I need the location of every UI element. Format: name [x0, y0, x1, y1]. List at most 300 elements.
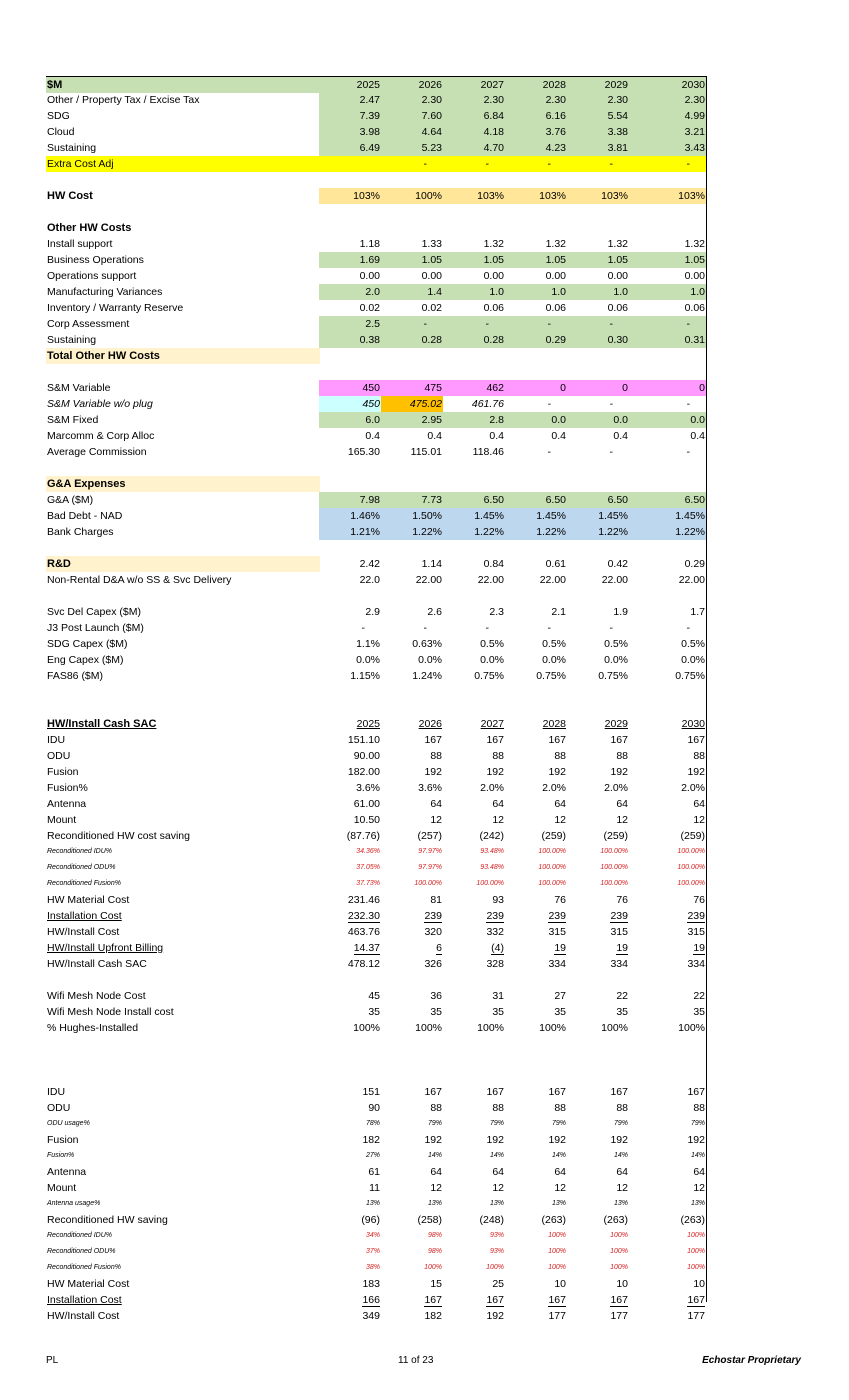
cell-2029: [567, 220, 629, 236]
cell-2027: 0.75%: [474, 670, 504, 682]
cell-2029: 3.38: [567, 124, 629, 140]
table-row: [46, 156, 706, 172]
cell-2026: 167: [424, 1086, 442, 1098]
footer-proprietary: Echostar Proprietary: [702, 1355, 801, 1366]
cell-2025: 2.9: [365, 606, 380, 618]
cell-2029: 1.0: [567, 284, 629, 300]
table-row: [46, 396, 706, 412]
cell-2029: 192: [610, 1134, 628, 1146]
cell-2029: 2.0%: [604, 782, 628, 794]
cell-2025: 14.37: [353, 942, 380, 954]
cell-2030: 22.00: [678, 574, 705, 586]
row-label: ODU usage%: [47, 1120, 90, 1127]
cell-2028: 167: [548, 1086, 566, 1098]
cell-2028: 2.30: [505, 92, 567, 108]
cell-2029: 239: [610, 910, 628, 922]
cell-2026: [381, 220, 443, 236]
cell-2025: 463.76: [347, 926, 380, 938]
cell-2028: 0.0: [505, 412, 567, 428]
cell-2025: 1.46%: [319, 508, 381, 524]
cell-2028: 315: [548, 926, 566, 938]
row-label: Bank Charges: [47, 526, 114, 538]
cell-2027: 167: [486, 1086, 504, 1098]
cell-2028: 100%: [548, 1264, 566, 1271]
row-label: $M: [46, 77, 320, 93]
cell-2028: 10: [554, 1278, 566, 1290]
cell-2027: 192: [486, 1134, 504, 1146]
cell-2030: 0.0%: [681, 654, 705, 666]
cell-2029: 1.32: [607, 238, 628, 250]
cell-2030: 0.75%: [675, 670, 705, 682]
cell-2027: 88: [492, 1102, 504, 1114]
cell-2025: 27%: [365, 1152, 380, 1159]
cell-2030: 3.21: [629, 124, 706, 140]
cell-2025: 2.47: [319, 92, 381, 108]
cell-2025: 0.0%: [356, 654, 380, 666]
cell-2027: 100%: [486, 1264, 504, 1271]
cell-2026: 88: [430, 750, 442, 762]
cell-2026: 1.14: [421, 558, 442, 570]
cell-2027: 93.48%: [480, 864, 504, 871]
table-row: [46, 620, 706, 636]
cell-2027: (4): [491, 942, 504, 954]
cell-2028: (263): [541, 1214, 566, 1226]
cell-2030: 22: [693, 990, 705, 1002]
cell-2028: -: [547, 622, 551, 634]
row-label: HW Cost: [47, 190, 93, 202]
cell-2030: 100%: [687, 1264, 705, 1271]
row-label: Reconditioned Fusion%: [47, 1264, 121, 1271]
cell-2030: 19: [693, 942, 705, 954]
cell-2030: 167: [687, 1086, 705, 1098]
cell-2028: 167: [548, 1294, 566, 1306]
row-label: HW/Install Cash SAC: [47, 718, 157, 730]
cell-2028: 239: [548, 910, 566, 922]
cell-2026: 0.63%: [412, 638, 442, 650]
cell-2026: 97.97%: [418, 864, 442, 871]
cell-2028: 2.1: [551, 606, 566, 618]
cell-2029: 0.30: [567, 332, 629, 348]
cell-2030: 192: [687, 1134, 705, 1146]
table-row: [46, 1228, 706, 1244]
cell-2027: 462: [443, 380, 505, 396]
table-row: [46, 124, 706, 140]
table-row: [46, 940, 706, 956]
cell-2025: 0.02: [359, 302, 380, 314]
table-row: [46, 732, 706, 748]
cell-2026: 2.95: [381, 412, 443, 428]
cell-2030: 0.00: [684, 270, 705, 282]
cell-2026: 2.6: [427, 606, 442, 618]
cell-2027: 93%: [489, 1232, 504, 1239]
cell-2027: 12: [492, 814, 504, 826]
cell-2025: 151.10: [347, 734, 380, 746]
row-label: Sustaining: [47, 334, 97, 346]
cell-2028: 2.0%: [542, 782, 566, 794]
cell-2027: -: [443, 156, 505, 172]
cell-2026: 2.30: [381, 92, 443, 108]
row-label: Sustaining: [47, 142, 97, 154]
cell-2025: 232.30: [347, 910, 380, 922]
table-row: [46, 1212, 706, 1228]
table-row: [46, 76, 706, 92]
cell-2026: 182: [424, 1310, 442, 1322]
cell-2027: 0.84: [483, 558, 504, 570]
cell-2030: 100.00%: [677, 880, 705, 887]
cell-2028: -: [547, 398, 551, 410]
cell-2028: 1.32: [545, 238, 566, 250]
row-label: Eng Capex ($M): [47, 654, 124, 666]
cell-2030: 2030: [681, 718, 705, 730]
spreadsheet: [46, 76, 707, 1322]
cell-2027: 167: [486, 1294, 504, 1306]
cell-2030: 0.31: [629, 332, 706, 348]
row-label: Non-Rental D&A w/o SS & Svc Delivery: [47, 574, 232, 586]
cell-2027: 100%: [477, 1022, 504, 1034]
cell-2029: 10: [616, 1278, 628, 1290]
row-label: Wifi Mesh Node Cost: [47, 990, 146, 1002]
cell-2029: 35: [616, 1006, 628, 1018]
cell-2029: -: [567, 316, 629, 332]
cell-2025: 166: [362, 1294, 380, 1306]
row-label: Extra Cost Adj: [46, 156, 320, 172]
cell-2029: 0.5%: [604, 638, 628, 650]
row-label: Mount: [47, 1182, 77, 1194]
table-row: [46, 892, 706, 908]
cell-2030: 14%: [690, 1152, 705, 1159]
row-label: Antenna: [47, 798, 87, 810]
cell-2028: 1.22%: [505, 524, 567, 540]
cell-2028: 22.00: [539, 574, 566, 586]
cell-2025: 37%: [365, 1248, 380, 1255]
cell-2025: [319, 348, 381, 364]
cell-2025: 61.00: [353, 798, 380, 810]
cell-2029: 100%: [610, 1232, 628, 1239]
cell-2026: -: [423, 622, 427, 634]
cell-2026: 14%: [427, 1152, 442, 1159]
cell-2025: 35: [368, 1006, 380, 1018]
cell-2027: 192: [486, 766, 504, 778]
cell-2028: 100%: [548, 1248, 566, 1255]
cell-2029: 64: [616, 1166, 628, 1178]
cell-2025: 38%: [365, 1264, 380, 1271]
cell-2028: 167: [548, 734, 566, 746]
cell-2029: 0.00: [607, 270, 628, 282]
cell-2026: 1.05: [381, 252, 443, 268]
cell-2028: 64: [554, 1166, 566, 1178]
cell-2028: 334: [548, 958, 566, 970]
cell-2027: 1.45%: [443, 508, 505, 524]
cell-2030: 88: [693, 1102, 705, 1114]
cell-2025: 90.00: [353, 750, 380, 762]
cell-2027: 0.5%: [480, 638, 504, 650]
cell-2030: 3.43: [629, 140, 706, 156]
table-row: [46, 412, 706, 428]
cell-2026: -: [381, 156, 443, 172]
cell-2028: 100.00%: [538, 880, 566, 887]
row-label: Total Other HW Costs: [46, 348, 320, 364]
cell-2030: (259): [680, 830, 705, 842]
row-label: Antenna: [47, 1166, 87, 1178]
row-label: Reconditioned HW cost saving: [47, 830, 190, 842]
cell-2028: -: [505, 316, 567, 332]
table-row: [46, 844, 706, 860]
row-label: SDG: [47, 110, 70, 122]
table-row: [46, 828, 706, 844]
cell-2030: -: [686, 622, 690, 634]
cell-2025: 78%: [365, 1120, 380, 1127]
row-label: Manufacturing Variances: [47, 286, 163, 298]
table-row: [46, 1292, 706, 1308]
cell-2027: 100.00%: [476, 880, 504, 887]
cell-2029: 14%: [613, 1152, 628, 1159]
cell-2028: 1.0: [505, 284, 567, 300]
table-row: [46, 748, 706, 764]
row-label: Bad Debt - NAD: [47, 510, 123, 522]
table-row: [46, 924, 706, 940]
cell-2029: 5.54: [567, 108, 629, 124]
cell-2030: 167: [687, 734, 705, 746]
cell-2029: 2029: [604, 718, 628, 730]
row-label: Fusion%: [47, 1152, 75, 1159]
cell-2030: 12: [693, 814, 705, 826]
cell-2026: 79%: [427, 1120, 442, 1127]
cell-2027: (242): [479, 830, 504, 842]
row-label: Reconditioned ODU%: [47, 864, 116, 871]
cell-2027: -: [485, 622, 489, 634]
cell-2025: 0.00: [359, 270, 380, 282]
cell-2028: 19: [554, 942, 566, 954]
table-row: [46, 572, 706, 588]
cell-2026: 81: [430, 894, 442, 906]
cell-2029: 0.75%: [598, 670, 628, 682]
cell-2026: 475: [381, 380, 443, 396]
cell-2025: 90: [368, 1102, 380, 1114]
cell-2028: -: [505, 156, 567, 172]
table-row: [46, 1116, 706, 1132]
row-label: HW/Install Cost: [47, 1310, 120, 1322]
row-label: Other / Property Tax / Excise Tax: [47, 94, 200, 106]
cell-2029: 12: [616, 1182, 628, 1194]
row-label: S&M Variable w/o plug: [47, 398, 153, 410]
cell-2029: -: [609, 622, 613, 634]
cell-2029: 0: [567, 380, 629, 396]
table-row: [46, 764, 706, 780]
row-label: Mount: [47, 814, 77, 826]
cell-2026: 100%: [381, 188, 443, 204]
cell-2029: 0.0%: [604, 654, 628, 666]
row-label: Inventory / Warranty Reserve: [47, 302, 184, 314]
cell-2025: 10.50: [353, 814, 380, 826]
row-label: HW Material Cost: [47, 894, 130, 906]
table-row: [46, 556, 706, 572]
cell-2029: 167: [610, 1294, 628, 1306]
row-label: Antenna usage%: [47, 1200, 101, 1207]
table-row: [46, 956, 706, 972]
cell-2028: 103%: [505, 188, 567, 204]
cell-2026: 22.00: [415, 574, 442, 586]
row-label: Other HW Costs: [47, 222, 132, 234]
row-label: Fusion%: [47, 782, 88, 794]
table-row: [46, 652, 706, 668]
cell-2028: 0.5%: [542, 638, 566, 650]
cell-2027: 14%: [489, 1152, 504, 1159]
cell-2027: 93: [492, 894, 504, 906]
row-label: Fusion: [47, 1134, 79, 1146]
cell-2027: 239: [486, 910, 504, 922]
row-label: % Hughes-Installed: [47, 1022, 139, 1034]
cell-2026: 64: [430, 798, 442, 810]
cell-2029: 100.00%: [600, 848, 628, 855]
cell-2026: 0.0%: [418, 654, 442, 666]
cell-2026: 100%: [415, 1022, 442, 1034]
table-row: [46, 1276, 706, 1292]
cell-2030: 239: [687, 910, 705, 922]
cell-2030: -: [629, 316, 706, 332]
cell-2027: 2027: [443, 77, 505, 93]
table-row: [46, 1004, 706, 1020]
row-label: Average Commission: [47, 446, 147, 458]
cell-2028: [505, 348, 567, 364]
cell-2025: 450: [319, 396, 381, 412]
cell-2027: (248): [479, 1214, 504, 1226]
cell-2025: 45: [368, 990, 380, 1002]
cell-2028: 0.06: [545, 302, 566, 314]
cell-2025: 2.5: [319, 316, 381, 332]
row-label: ODU: [47, 750, 71, 762]
cell-2029: 88: [616, 750, 628, 762]
cell-2030: [629, 476, 706, 492]
row-label: S&M Fixed: [47, 414, 99, 426]
cell-2027: 2.30: [443, 92, 505, 108]
cell-2028: 13%: [551, 1200, 566, 1207]
cell-2025: 349: [362, 1310, 380, 1322]
cell-2030: [629, 348, 706, 364]
cell-2026: (257): [417, 830, 442, 842]
row-label: HW/Install Cash SAC: [47, 958, 147, 970]
row-label: Install support: [47, 238, 113, 250]
cell-2026: 320: [424, 926, 442, 938]
cell-2028: 0: [505, 380, 567, 396]
row-label: Svc Del Capex ($M): [47, 606, 141, 618]
cell-2026: 167: [424, 734, 442, 746]
cell-2026: 7.60: [381, 108, 443, 124]
cell-2026: 100%: [424, 1264, 442, 1271]
cell-2025: 478.12: [347, 958, 380, 970]
cell-2030: 35: [693, 1006, 705, 1018]
cell-2025: 151: [362, 1086, 380, 1098]
cell-2030: 6.50: [629, 492, 706, 508]
cell-2030: 0.5%: [681, 638, 705, 650]
row-label: Installation Cost: [47, 1294, 122, 1306]
cell-2028: 192: [548, 766, 566, 778]
row-label: Corp Assessment: [47, 318, 130, 330]
table-row: [46, 668, 706, 684]
cell-2027: 0.06: [483, 302, 504, 314]
cell-2026: 100.00%: [414, 880, 442, 887]
cell-2029: 2029: [567, 77, 629, 93]
cell-2027: 0.00: [483, 270, 504, 282]
cell-2029: 100%: [610, 1248, 628, 1255]
table-row: [46, 508, 706, 524]
cell-2030: 167: [687, 1294, 705, 1306]
cell-2027: 4.18: [443, 124, 505, 140]
cell-2030: 103%: [629, 188, 706, 204]
cell-2027: [443, 348, 505, 364]
cell-2026: 239: [424, 910, 442, 922]
cell-2026: 2026: [418, 718, 442, 730]
cell-2028: 0.4: [551, 430, 566, 442]
table-row: [46, 300, 706, 316]
cell-2028: 12: [554, 1182, 566, 1194]
cell-2029: (263): [603, 1214, 628, 1226]
cell-2029: 64: [616, 798, 628, 810]
cell-2025: 100%: [353, 1022, 380, 1034]
cell-2029: 0.4: [613, 430, 628, 442]
cell-2030: [629, 220, 706, 236]
cell-2027: 0.4: [489, 430, 504, 442]
cell-2025: 11: [369, 1182, 380, 1194]
table-row: [46, 780, 706, 796]
cell-2029: 1.22%: [567, 524, 629, 540]
table-row: [46, 108, 706, 124]
cell-2027: 12: [492, 1182, 504, 1194]
cell-2030: 76: [693, 894, 705, 906]
row-label: Reconditioned IDU%: [47, 848, 112, 855]
table-row: [46, 988, 706, 1004]
cell-2026: 192: [424, 1134, 442, 1146]
cell-2029: 167: [610, 734, 628, 746]
cell-2027: 6.50: [443, 492, 505, 508]
table-row: [46, 380, 706, 396]
cell-2028: 64: [554, 798, 566, 810]
cell-2030: 0.06: [684, 302, 705, 314]
cell-2028: [505, 476, 567, 492]
cell-2026: 36: [430, 990, 442, 1002]
cell-2029: 192: [610, 766, 628, 778]
cell-2026: 97.97%: [418, 848, 442, 855]
cell-2030: 1.45%: [629, 508, 706, 524]
table-row: [46, 284, 706, 300]
cell-2030: 100%: [687, 1248, 705, 1255]
cell-2030: 100.00%: [677, 848, 705, 855]
cell-2028: 6.16: [505, 108, 567, 124]
cell-2027: 167: [486, 734, 504, 746]
cell-2029: 6.50: [567, 492, 629, 508]
cell-2030: 4.99: [629, 108, 706, 124]
row-label: S&M Variable: [47, 382, 111, 394]
cell-2029: 76: [616, 894, 628, 906]
cell-2030: -: [686, 398, 690, 410]
cell-2026: [381, 476, 443, 492]
row-label: G&A Expenses: [46, 476, 320, 492]
row-label: Cloud: [47, 126, 75, 138]
cell-2025: [319, 476, 381, 492]
row-label: IDU: [47, 1086, 66, 1098]
cell-2029: 3.81: [567, 140, 629, 156]
cell-2030: 1.0: [629, 284, 706, 300]
cell-2030: 64: [693, 798, 705, 810]
cell-2028: 12: [554, 814, 566, 826]
cell-2027: 79%: [489, 1120, 504, 1127]
cell-2028: 0.75%: [536, 670, 566, 682]
cell-2027: [443, 476, 505, 492]
cell-2026: 0.02: [421, 302, 442, 314]
cell-2025: 34%: [365, 1232, 380, 1239]
cell-2029: 88: [616, 1102, 628, 1114]
cell-2028: 76: [554, 894, 566, 906]
table-row: [46, 1100, 706, 1116]
